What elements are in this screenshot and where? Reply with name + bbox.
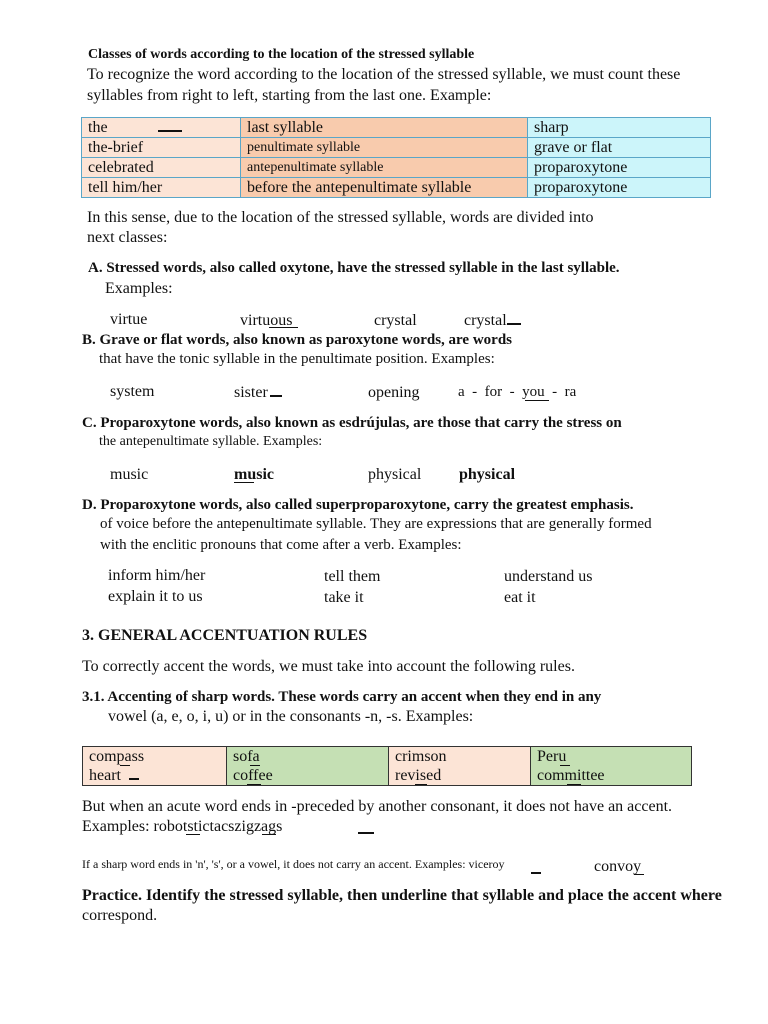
acute-text-line2: Examples: robotstictacszigzags bbox=[82, 818, 283, 835]
table-cell: crimson revised bbox=[389, 747, 531, 786]
underline-mark bbox=[415, 784, 427, 785]
table-cell: sharp bbox=[528, 118, 711, 138]
section-d-title: D. Proparoxytone words, also called superproparoxytone, carry the greatest emphasis. bbox=[82, 497, 634, 513]
table-row bbox=[82, 178, 711, 198]
underline-mark bbox=[234, 482, 254, 483]
underline-mark bbox=[634, 874, 644, 875]
example-item: physical bbox=[459, 466, 516, 483]
example-item: music bbox=[234, 466, 274, 483]
table-cell: compass heart bbox=[83, 747, 227, 786]
example-item: eat it bbox=[504, 589, 536, 606]
table-cell: grave or flat bbox=[528, 138, 711, 158]
example-item: understand us bbox=[504, 568, 593, 585]
table-cell: celebrated bbox=[82, 158, 241, 178]
rules-intro: To correctly accent the words, we must take into account the following rules. bbox=[82, 658, 575, 675]
example-item: music bbox=[110, 466, 149, 483]
table-cell: antepenultimate syllable bbox=[241, 158, 528, 178]
blank-line bbox=[129, 768, 139, 780]
small-note: If a sharp word ends in 'n', 's', or a vowel, it does not carry an accent. Examples: viceroy bbox=[82, 857, 505, 871]
example-item: explain it to us bbox=[108, 588, 203, 605]
classes-text-line2: next classes: bbox=[87, 229, 168, 246]
underline-mark bbox=[567, 784, 581, 785]
underline-mark bbox=[262, 834, 276, 835]
table-row bbox=[82, 158, 711, 178]
underline-mark bbox=[120, 765, 130, 766]
syllable-table bbox=[81, 117, 711, 198]
underline-mark bbox=[247, 784, 261, 785]
blank-line bbox=[358, 832, 374, 834]
example-item: crystal bbox=[374, 312, 417, 329]
section-b-title: B. Grave or flat words, also known as paroxytone words, are words bbox=[82, 332, 513, 348]
table-row bbox=[83, 747, 692, 786]
blank-line bbox=[507, 313, 521, 325]
table-cell: the-brief bbox=[82, 138, 241, 158]
underline-mark bbox=[186, 834, 200, 835]
table-cell: last syllable bbox=[241, 118, 528, 138]
example-item: physical bbox=[368, 466, 422, 483]
example-item: a - for - you - ra bbox=[458, 384, 577, 400]
blank-line bbox=[158, 118, 182, 132]
practice-text-line1: Practice. Identify the stressed syllable, then underline that syllable and place the accent where bbox=[82, 887, 722, 904]
example-item: inform him/her bbox=[108, 567, 206, 584]
page-heading: Classes of words according to the location of the stressed syllable bbox=[88, 47, 475, 62]
table-cell: before the antepenultimate syllable bbox=[241, 178, 528, 198]
example-item: tell them bbox=[324, 568, 381, 585]
example-item: take it bbox=[324, 589, 364, 606]
blank-line bbox=[531, 872, 541, 874]
underline-mark bbox=[560, 765, 570, 766]
rule-3-1-title: 3.1. Accenting of sharp words. These words carry an accent when they end in any bbox=[82, 689, 602, 705]
rule-3-1-sub: vowel (a, e, o, i, u) or in the consonants -n, -s. Examples: bbox=[108, 708, 474, 725]
sharp-words-table bbox=[82, 746, 692, 786]
section-c-title: C. Proparoxytone words, also known as esdrújulas, are those that carry the stress on bbox=[82, 415, 622, 431]
table-cell: the bbox=[88, 119, 108, 136]
section-d-sub-line1: of voice before the antepenultimate syllable. They are expressions that are generally formed bbox=[100, 516, 652, 532]
table-cell: tell him/her bbox=[82, 178, 241, 198]
classes-text-line1: In this sense, due to the location of the stressed syllable, words are divided into bbox=[87, 209, 594, 226]
example-item: virtue bbox=[110, 311, 148, 328]
practice-text-line2: correspond. bbox=[82, 907, 158, 924]
section-a-sub: Examples: bbox=[105, 280, 173, 297]
section-d-sub-line2: with the enclitic pronouns that come after a verb. Examples: bbox=[100, 537, 462, 553]
section-b-sub: that have the tonic syllable in the penultimate position. Examples: bbox=[99, 351, 495, 367]
table-cell: sofa coffee bbox=[227, 747, 389, 786]
table-cell: proparoxytone bbox=[528, 158, 711, 178]
table-cell: proparoxytone bbox=[528, 178, 711, 198]
section-a-title: A. Stressed words, also called oxytone, have the stressed syllable in the last syllable. bbox=[88, 260, 620, 276]
rules-heading: 3. GENERAL ACCENTUATION RULES bbox=[82, 627, 368, 644]
blank-line bbox=[270, 385, 282, 397]
convoy-word: convoy bbox=[594, 858, 642, 875]
table-cell: penultimate syllable bbox=[241, 138, 528, 158]
underline-mark bbox=[525, 400, 549, 401]
underline-mark bbox=[269, 327, 298, 328]
example-item: crystal bbox=[464, 312, 521, 330]
example-item: sister bbox=[234, 384, 282, 402]
table-cell: Peru committee bbox=[531, 747, 692, 786]
table-row bbox=[82, 118, 711, 138]
intro-text-line2: syllables from right to left, starting from the last one. Example: bbox=[87, 87, 492, 104]
section-c-sub: the antepenultimate syllable. Examples: bbox=[99, 434, 323, 449]
acute-text-line1: But when an acute word ends in -preceded by another consonant, it does not have an accent. bbox=[82, 798, 673, 815]
example-item: opening bbox=[368, 384, 420, 401]
example-item: virtuous bbox=[240, 312, 293, 329]
underline-mark bbox=[250, 765, 260, 766]
table-row bbox=[82, 138, 711, 158]
example-item: system bbox=[110, 383, 155, 400]
intro-text-line1: To recognize the word according to the location of the stressed syllable, we must count these bbox=[87, 66, 681, 83]
